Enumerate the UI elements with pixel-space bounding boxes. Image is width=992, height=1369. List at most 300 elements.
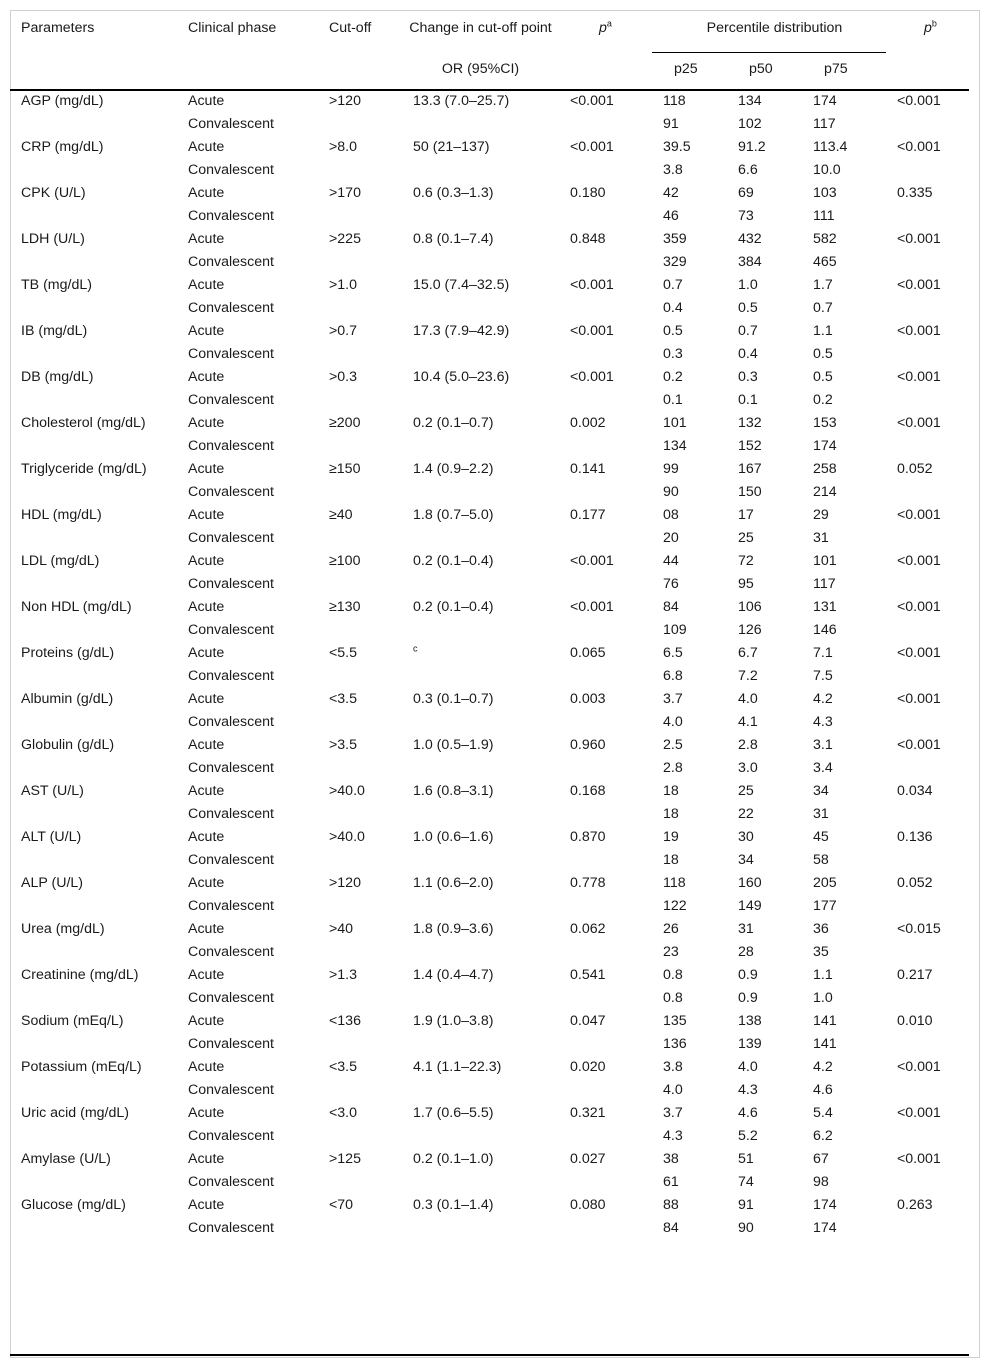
clinical-phase: Acute xyxy=(188,1013,225,1029)
table-row-convalescent xyxy=(10,712,969,735)
p-b-value: <0.001 xyxy=(897,645,941,661)
p50-value: 17 xyxy=(738,507,754,523)
parameter-name: Glucose (mg/dL) xyxy=(21,1197,126,1213)
p-a-value: 0.870 xyxy=(570,829,606,845)
p25-value: 329 xyxy=(663,254,687,270)
p75-value: 3.4 xyxy=(813,760,833,776)
p75-value: 10.0 xyxy=(813,162,841,178)
p50-value: 0.1 xyxy=(738,392,758,408)
p25-value: 2.5 xyxy=(663,737,683,753)
header-parameters: Parameters xyxy=(21,20,95,36)
p50-value: 4.3 xyxy=(738,1082,758,1098)
clinical-phase: Convalescent xyxy=(188,944,274,960)
p25-value: 39.5 xyxy=(663,139,691,155)
p-b-value: <0.001 xyxy=(897,1059,941,1075)
p75-value: 0.2 xyxy=(813,392,833,408)
cutoff-value: >120 xyxy=(329,875,361,891)
p75-value: 4.3 xyxy=(813,714,833,730)
p25-value: 0.8 xyxy=(663,967,683,983)
cutoff-value: >125 xyxy=(329,1151,361,1167)
clinical-phase: Convalescent xyxy=(188,668,274,684)
table-row-acute xyxy=(10,1149,969,1172)
p25-value: 101 xyxy=(663,415,687,431)
p50-value: 74 xyxy=(738,1174,754,1190)
p-a-value: 0.080 xyxy=(570,1197,606,1213)
p75-value: 582 xyxy=(813,231,837,247)
parameter-name: Sodium (mEq/L) xyxy=(21,1013,124,1029)
p-b-value: <0.001 xyxy=(897,231,941,247)
p-a-value: 0.960 xyxy=(570,737,606,753)
table-row-convalescent xyxy=(10,482,969,505)
p-b-value: 0.010 xyxy=(897,1013,933,1029)
p50-value: 132 xyxy=(738,415,762,431)
p25-value: 99 xyxy=(663,461,679,477)
parameter-name: AGP (mg/dL) xyxy=(21,93,104,109)
odds-ratio: 0.8 (0.1–7.4) xyxy=(413,231,494,247)
p75-value: 58 xyxy=(813,852,829,868)
p50-value: 1.0 xyxy=(738,277,758,293)
p-b-value: <0.015 xyxy=(897,921,941,937)
p50-value: 31 xyxy=(738,921,754,937)
p75-value: 174 xyxy=(813,438,837,454)
p75-value: 205 xyxy=(813,875,837,891)
p75-value: 29 xyxy=(813,507,829,523)
table-row-acute xyxy=(10,90,969,114)
p75-value: 258 xyxy=(813,461,837,477)
p50-value: 95 xyxy=(738,576,754,592)
p50-value: 2.8 xyxy=(738,737,758,753)
table-row-acute xyxy=(10,137,969,160)
header-p25: p25 xyxy=(652,53,727,91)
clinical-phase: Acute xyxy=(188,691,225,707)
header-p-a: $p^a$ xyxy=(599,18,612,36)
table-row-acute xyxy=(10,321,969,344)
cutoff-value: >8.0 xyxy=(329,139,358,155)
p50-value: 138 xyxy=(738,1013,762,1029)
p75-value: 174 xyxy=(813,1197,837,1213)
parameter-name: Amylase (U/L) xyxy=(21,1151,111,1167)
clinical-phase: Acute xyxy=(188,93,225,109)
p-a-value: 0.321 xyxy=(570,1105,606,1121)
parameter-name: Uric acid (mg/dL) xyxy=(21,1105,130,1121)
p75-value: 177 xyxy=(813,898,837,914)
odds-ratio: 10.4 (5.0–23.6) xyxy=(413,369,510,385)
p25-value: 18 xyxy=(663,852,679,868)
cutoff-value: <5.5 xyxy=(329,645,358,661)
p50-value: 126 xyxy=(738,622,762,638)
table-row-convalescent xyxy=(10,896,969,919)
p50-value: 106 xyxy=(738,599,762,615)
p-b-value: 0.034 xyxy=(897,783,933,799)
p-a-value: 0.177 xyxy=(570,507,606,523)
p-a-value: 0.168 xyxy=(570,783,606,799)
table-row-acute xyxy=(10,459,969,482)
p-b-value: 0.263 xyxy=(897,1197,933,1213)
parameter-name: Triglyceride (mg/dL) xyxy=(21,461,147,477)
p50-value: 0.9 xyxy=(738,990,758,1006)
p25-value: 19 xyxy=(663,829,679,845)
p75-value: 0.5 xyxy=(813,369,833,385)
odds-ratio: 0.2 (0.1–0.4) xyxy=(413,553,494,569)
cutoff-value: >225 xyxy=(329,231,361,247)
p75-value: 98 xyxy=(813,1174,829,1190)
p50-value: 4.0 xyxy=(738,691,758,707)
odds-ratio: 0.2 (0.1–0.7) xyxy=(413,415,494,431)
lab-parameters-table xyxy=(10,12,969,1245)
table-row-acute xyxy=(10,873,969,896)
table-row-acute xyxy=(10,1103,969,1126)
p25-value: 3.7 xyxy=(663,1105,683,1121)
table-row-convalescent xyxy=(10,804,969,827)
p50-value: 0.4 xyxy=(738,346,758,362)
parameter-name: Potassium (mEq/L) xyxy=(21,1059,142,1075)
odds-ratio: 1.8 (0.7–5.0) xyxy=(413,507,494,523)
parameter-name: Cholesterol (mg/dL) xyxy=(21,415,146,431)
p75-value: 7.5 xyxy=(813,668,833,684)
p50-value: 4.6 xyxy=(738,1105,758,1121)
table-row-acute xyxy=(10,1195,969,1218)
clinical-phase: Convalescent xyxy=(188,484,274,500)
clinical-phase: Acute xyxy=(188,139,225,155)
p50-value: 30 xyxy=(738,829,754,845)
table-row-acute xyxy=(10,1057,969,1080)
p25-value: 6.8 xyxy=(663,668,683,684)
p50-value: 73 xyxy=(738,208,754,224)
odds-ratio: 1.7 (0.6–5.5) xyxy=(413,1105,494,1121)
p-a-value: <0.001 xyxy=(570,599,614,615)
p50-value: 167 xyxy=(738,461,762,477)
header-p50: p50 xyxy=(727,53,802,91)
header-cutoff: Cut-off xyxy=(329,20,372,36)
clinical-phase: Acute xyxy=(188,737,225,753)
p75-value: 4.6 xyxy=(813,1082,833,1098)
clinical-phase: Acute xyxy=(188,461,225,477)
p-a-value: 0.047 xyxy=(570,1013,606,1029)
table-row-convalescent xyxy=(10,1218,969,1245)
p50-value: 6.6 xyxy=(738,162,758,178)
table-row-convalescent xyxy=(10,206,969,229)
table-row-convalescent xyxy=(10,850,969,873)
p50-value: 0.3 xyxy=(738,369,758,385)
cutoff-value: ≥200 xyxy=(329,415,361,431)
p50-value: 139 xyxy=(738,1036,762,1052)
odds-ratio: c xyxy=(413,643,418,654)
p75-value: 1.7 xyxy=(813,277,833,293)
parameter-name: Globulin (g/dL) xyxy=(21,737,115,753)
clinical-phase: Acute xyxy=(188,231,225,247)
p25-value: 3.8 xyxy=(663,1059,683,1075)
clinical-phase: Acute xyxy=(188,185,225,201)
p75-value: 131 xyxy=(813,599,837,615)
p50-value: 3.0 xyxy=(738,760,758,776)
p25-value: 359 xyxy=(663,231,687,247)
p25-value: 0.2 xyxy=(663,369,683,385)
p25-value: 26 xyxy=(663,921,679,937)
cutoff-value: >0.3 xyxy=(329,369,358,385)
table-row-acute xyxy=(10,367,969,390)
p50-value: 160 xyxy=(738,875,762,891)
table-row-convalescent xyxy=(10,252,969,275)
p-a-value: <0.001 xyxy=(570,553,614,569)
clinical-phase: Convalescent xyxy=(188,208,274,224)
p-b-value: <0.001 xyxy=(897,553,941,569)
p75-value: 117 xyxy=(813,116,836,132)
table-row-convalescent xyxy=(10,666,969,689)
p50-value: 34 xyxy=(738,852,754,868)
p75-value: 141 xyxy=(813,1013,837,1029)
parameter-name: TB (mg/dL) xyxy=(21,277,92,293)
clinical-phase: Acute xyxy=(188,1197,225,1213)
odds-ratio: 1.4 (0.4–4.7) xyxy=(413,967,494,983)
p-a-value: 0.020 xyxy=(570,1059,606,1075)
p-b-value: <0.001 xyxy=(897,1105,941,1121)
odds-ratio: 13.3 (7.0–25.7) xyxy=(413,93,510,109)
p-a-value: <0.001 xyxy=(570,369,614,385)
table-row-acute xyxy=(10,275,969,298)
clinical-phase: Acute xyxy=(188,829,225,845)
p75-value: 31 xyxy=(813,806,829,822)
table-row-acute xyxy=(10,643,969,666)
p25-value: 20 xyxy=(663,530,679,546)
p50-value: 150 xyxy=(738,484,762,500)
p-a-value: 0.141 xyxy=(570,461,606,477)
p75-value: 6.2 xyxy=(813,1128,833,1144)
table-row-convalescent xyxy=(10,1172,969,1195)
cutoff-value: >40 xyxy=(329,921,354,937)
cutoff-value: <136 xyxy=(329,1013,361,1029)
p25-value: 0.3 xyxy=(663,346,683,362)
p-a-value: 0.848 xyxy=(570,231,606,247)
p25-value: 08 xyxy=(663,507,679,523)
p75-value: 153 xyxy=(813,415,837,431)
p75-value: 34 xyxy=(813,783,829,799)
table-row-acute xyxy=(10,781,969,804)
p75-value: 101 xyxy=(813,553,837,569)
p50-value: 7.2 xyxy=(738,668,758,684)
p25-value: 3.7 xyxy=(663,691,683,707)
p-b-value: <0.001 xyxy=(897,415,941,431)
p-b-value: <0.001 xyxy=(897,93,941,109)
p-a-value: <0.001 xyxy=(570,93,614,109)
p75-value: 4.2 xyxy=(813,1059,833,1075)
p75-value: 141 xyxy=(813,1036,837,1052)
cutoff-value: <3.5 xyxy=(329,1059,358,1075)
p25-value: 38 xyxy=(663,1151,679,1167)
p25-value: 4.3 xyxy=(663,1128,683,1144)
p50-value: 22 xyxy=(738,806,754,822)
p50-value: 4.0 xyxy=(738,1059,758,1075)
p25-value: 0.7 xyxy=(663,277,683,293)
clinical-phase: Acute xyxy=(188,599,225,615)
p50-value: 102 xyxy=(738,116,762,132)
p-b-value: 0.335 xyxy=(897,185,933,201)
p75-value: 214 xyxy=(813,484,837,500)
p25-value: 0.8 xyxy=(663,990,683,1006)
header-clinical-phase: Clinical phase xyxy=(188,20,277,36)
p25-value: 3.8 xyxy=(663,162,683,178)
parameter-name: Urea (mg/dL) xyxy=(21,921,105,937)
p75-value: 67 xyxy=(813,1151,829,1167)
clinical-phase: Convalescent xyxy=(188,1220,274,1236)
odds-ratio: 4.1 (1.1–22.3) xyxy=(413,1059,502,1075)
cutoff-value: ≥150 xyxy=(329,461,361,477)
clinical-phase: Convalescent xyxy=(188,530,274,546)
p-b-value: <0.001 xyxy=(897,277,941,293)
p-b-value: <0.001 xyxy=(897,139,941,155)
table-row-convalescent xyxy=(10,620,969,643)
parameter-name: AST (U/L) xyxy=(21,783,84,799)
p75-value: 117 xyxy=(813,576,836,592)
p75-value: 465 xyxy=(813,254,837,270)
p25-value: 135 xyxy=(663,1013,687,1029)
p25-value: 4.0 xyxy=(663,714,683,730)
table-row-acute xyxy=(10,505,969,528)
parameter-name: LDH (U/L) xyxy=(21,231,85,247)
p25-value: 2.8 xyxy=(663,760,683,776)
p25-value: 84 xyxy=(663,1220,679,1236)
p50-value: 432 xyxy=(738,231,762,247)
p25-value: 23 xyxy=(663,944,679,960)
p-b-value: <0.001 xyxy=(897,369,941,385)
table-row-acute xyxy=(10,735,969,758)
cutoff-value: >1.0 xyxy=(329,277,358,293)
odds-ratio: 1.8 (0.9–3.6) xyxy=(413,921,494,937)
clinical-phase: Acute xyxy=(188,553,225,569)
table-row-convalescent xyxy=(10,942,969,965)
cutoff-value: >40.0 xyxy=(329,783,365,799)
parameter-name: ALT (U/L) xyxy=(21,829,82,845)
p75-value: 146 xyxy=(813,622,837,638)
p-a-value: <0.001 xyxy=(570,277,614,293)
p50-value: 51 xyxy=(738,1151,754,1167)
p25-value: 91 xyxy=(663,116,679,132)
table-row-convalescent xyxy=(10,988,969,1011)
p25-value: 90 xyxy=(663,484,679,500)
p75-value: 3.1 xyxy=(813,737,833,753)
p50-value: 91 xyxy=(738,1197,754,1213)
odds-ratio: 15.0 (7.4–32.5) xyxy=(413,277,510,293)
table-row-convalescent xyxy=(10,1034,969,1057)
p75-value: 1.1 xyxy=(813,967,833,983)
odds-ratio: 17.3 (7.9–42.9) xyxy=(413,323,510,339)
parameter-name: DB (mg/dL) xyxy=(21,369,94,385)
p-b-value: <0.001 xyxy=(897,737,941,753)
clinical-phase: Convalescent xyxy=(188,806,274,822)
p50-value: 384 xyxy=(738,254,762,270)
p25-value: 61 xyxy=(663,1174,679,1190)
p25-value: 6.5 xyxy=(663,645,683,661)
p50-value: 0.9 xyxy=(738,967,758,983)
p75-value: 113.4 xyxy=(813,139,848,155)
clinical-phase: Convalescent xyxy=(188,346,274,362)
table-body xyxy=(10,90,969,1245)
p25-value: 4.0 xyxy=(663,1082,683,1098)
p25-value: 44 xyxy=(663,553,679,569)
cutoff-value: ≥130 xyxy=(329,599,361,615)
odds-ratio: 0.2 (0.1–1.0) xyxy=(413,1151,494,1167)
clinical-phase: Convalescent xyxy=(188,1174,274,1190)
cutoff-value: >120 xyxy=(329,93,361,109)
p75-value: 1.1 xyxy=(813,323,833,339)
clinical-phase: Acute xyxy=(188,921,225,937)
p-b-value: <0.001 xyxy=(897,691,941,707)
odds-ratio: 1.0 (0.5–1.9) xyxy=(413,737,494,753)
odds-ratio: 0.3 (0.1–0.7) xyxy=(413,691,494,707)
cutoff-value: >170 xyxy=(329,185,361,201)
table-row-convalescent xyxy=(10,344,969,367)
p-a-value: 0.065 xyxy=(570,645,606,661)
table-row-convalescent xyxy=(10,298,969,321)
p25-value: 0.1 xyxy=(663,392,683,408)
odds-ratio: 1.9 (1.0–3.8) xyxy=(413,1013,494,1029)
table-row-convalescent xyxy=(10,574,969,597)
clinical-phase: Convalescent xyxy=(188,1082,274,1098)
odds-ratio: 1.0 (0.6–1.6) xyxy=(413,829,494,845)
p-b-value: 0.217 xyxy=(897,967,933,983)
p25-value: 18 xyxy=(663,806,679,822)
p75-value: 174 xyxy=(813,1220,837,1236)
p-a-value: 0.180 xyxy=(570,185,606,201)
table-row-acute xyxy=(10,597,969,620)
p50-value: 134 xyxy=(738,93,762,109)
odds-ratio: 1.6 (0.8–3.1) xyxy=(413,783,494,799)
clinical-phase: Convalescent xyxy=(188,162,274,178)
p25-value: 76 xyxy=(663,576,679,592)
p-a-value: 0.002 xyxy=(570,415,606,431)
cutoff-value: >0.7 xyxy=(329,323,358,339)
p75-value: 36 xyxy=(813,921,829,937)
p50-value: 90 xyxy=(738,1220,754,1236)
clinical-phase: Acute xyxy=(188,1105,225,1121)
clinical-phase: Acute xyxy=(188,507,225,523)
p25-value: 42 xyxy=(663,185,679,201)
p25-value: 0.4 xyxy=(663,300,683,316)
clinical-phase: Acute xyxy=(188,783,225,799)
header-or: OR (95%CI) xyxy=(441,60,520,77)
p-b-value: <0.001 xyxy=(897,507,941,523)
header-percentile-distribution: Percentile distribution xyxy=(706,20,843,36)
p-b-value: 0.052 xyxy=(897,461,933,477)
p-a-value: <0.001 xyxy=(570,323,614,339)
header-p75: p75 xyxy=(802,53,886,91)
p25-value: 109 xyxy=(663,622,687,638)
p25-value: 46 xyxy=(663,208,679,224)
p75-value: 103 xyxy=(813,185,837,201)
header-p-b: $p^b$ xyxy=(924,18,937,36)
table-row-acute xyxy=(10,229,969,252)
parameter-name: IB (mg/dL) xyxy=(21,323,88,339)
p50-value: 5.2 xyxy=(738,1128,758,1144)
cutoff-value: <70 xyxy=(329,1197,354,1213)
p25-value: 18 xyxy=(663,783,679,799)
odds-ratio: 1.1 (0.6–2.0) xyxy=(413,875,494,891)
p50-value: 25 xyxy=(738,530,754,546)
header-change-cutoff: Change in cut-off point xyxy=(409,20,552,36)
table-row-convalescent xyxy=(10,528,969,551)
p25-value: 118 xyxy=(663,93,686,109)
cutoff-value: >1.3 xyxy=(329,967,358,983)
clinical-phase: Convalescent xyxy=(188,438,274,454)
clinical-phase: Convalescent xyxy=(188,622,274,638)
parameter-name: Creatinine (mg/dL) xyxy=(21,967,139,983)
p25-value: 118 xyxy=(663,875,686,891)
p-b-value: <0.001 xyxy=(897,1151,941,1167)
p75-value: 111 xyxy=(813,208,835,224)
p25-value: 88 xyxy=(663,1197,679,1213)
table-row-convalescent xyxy=(10,1080,969,1103)
table-row-convalescent xyxy=(10,758,969,781)
p75-value: 35 xyxy=(813,944,829,960)
